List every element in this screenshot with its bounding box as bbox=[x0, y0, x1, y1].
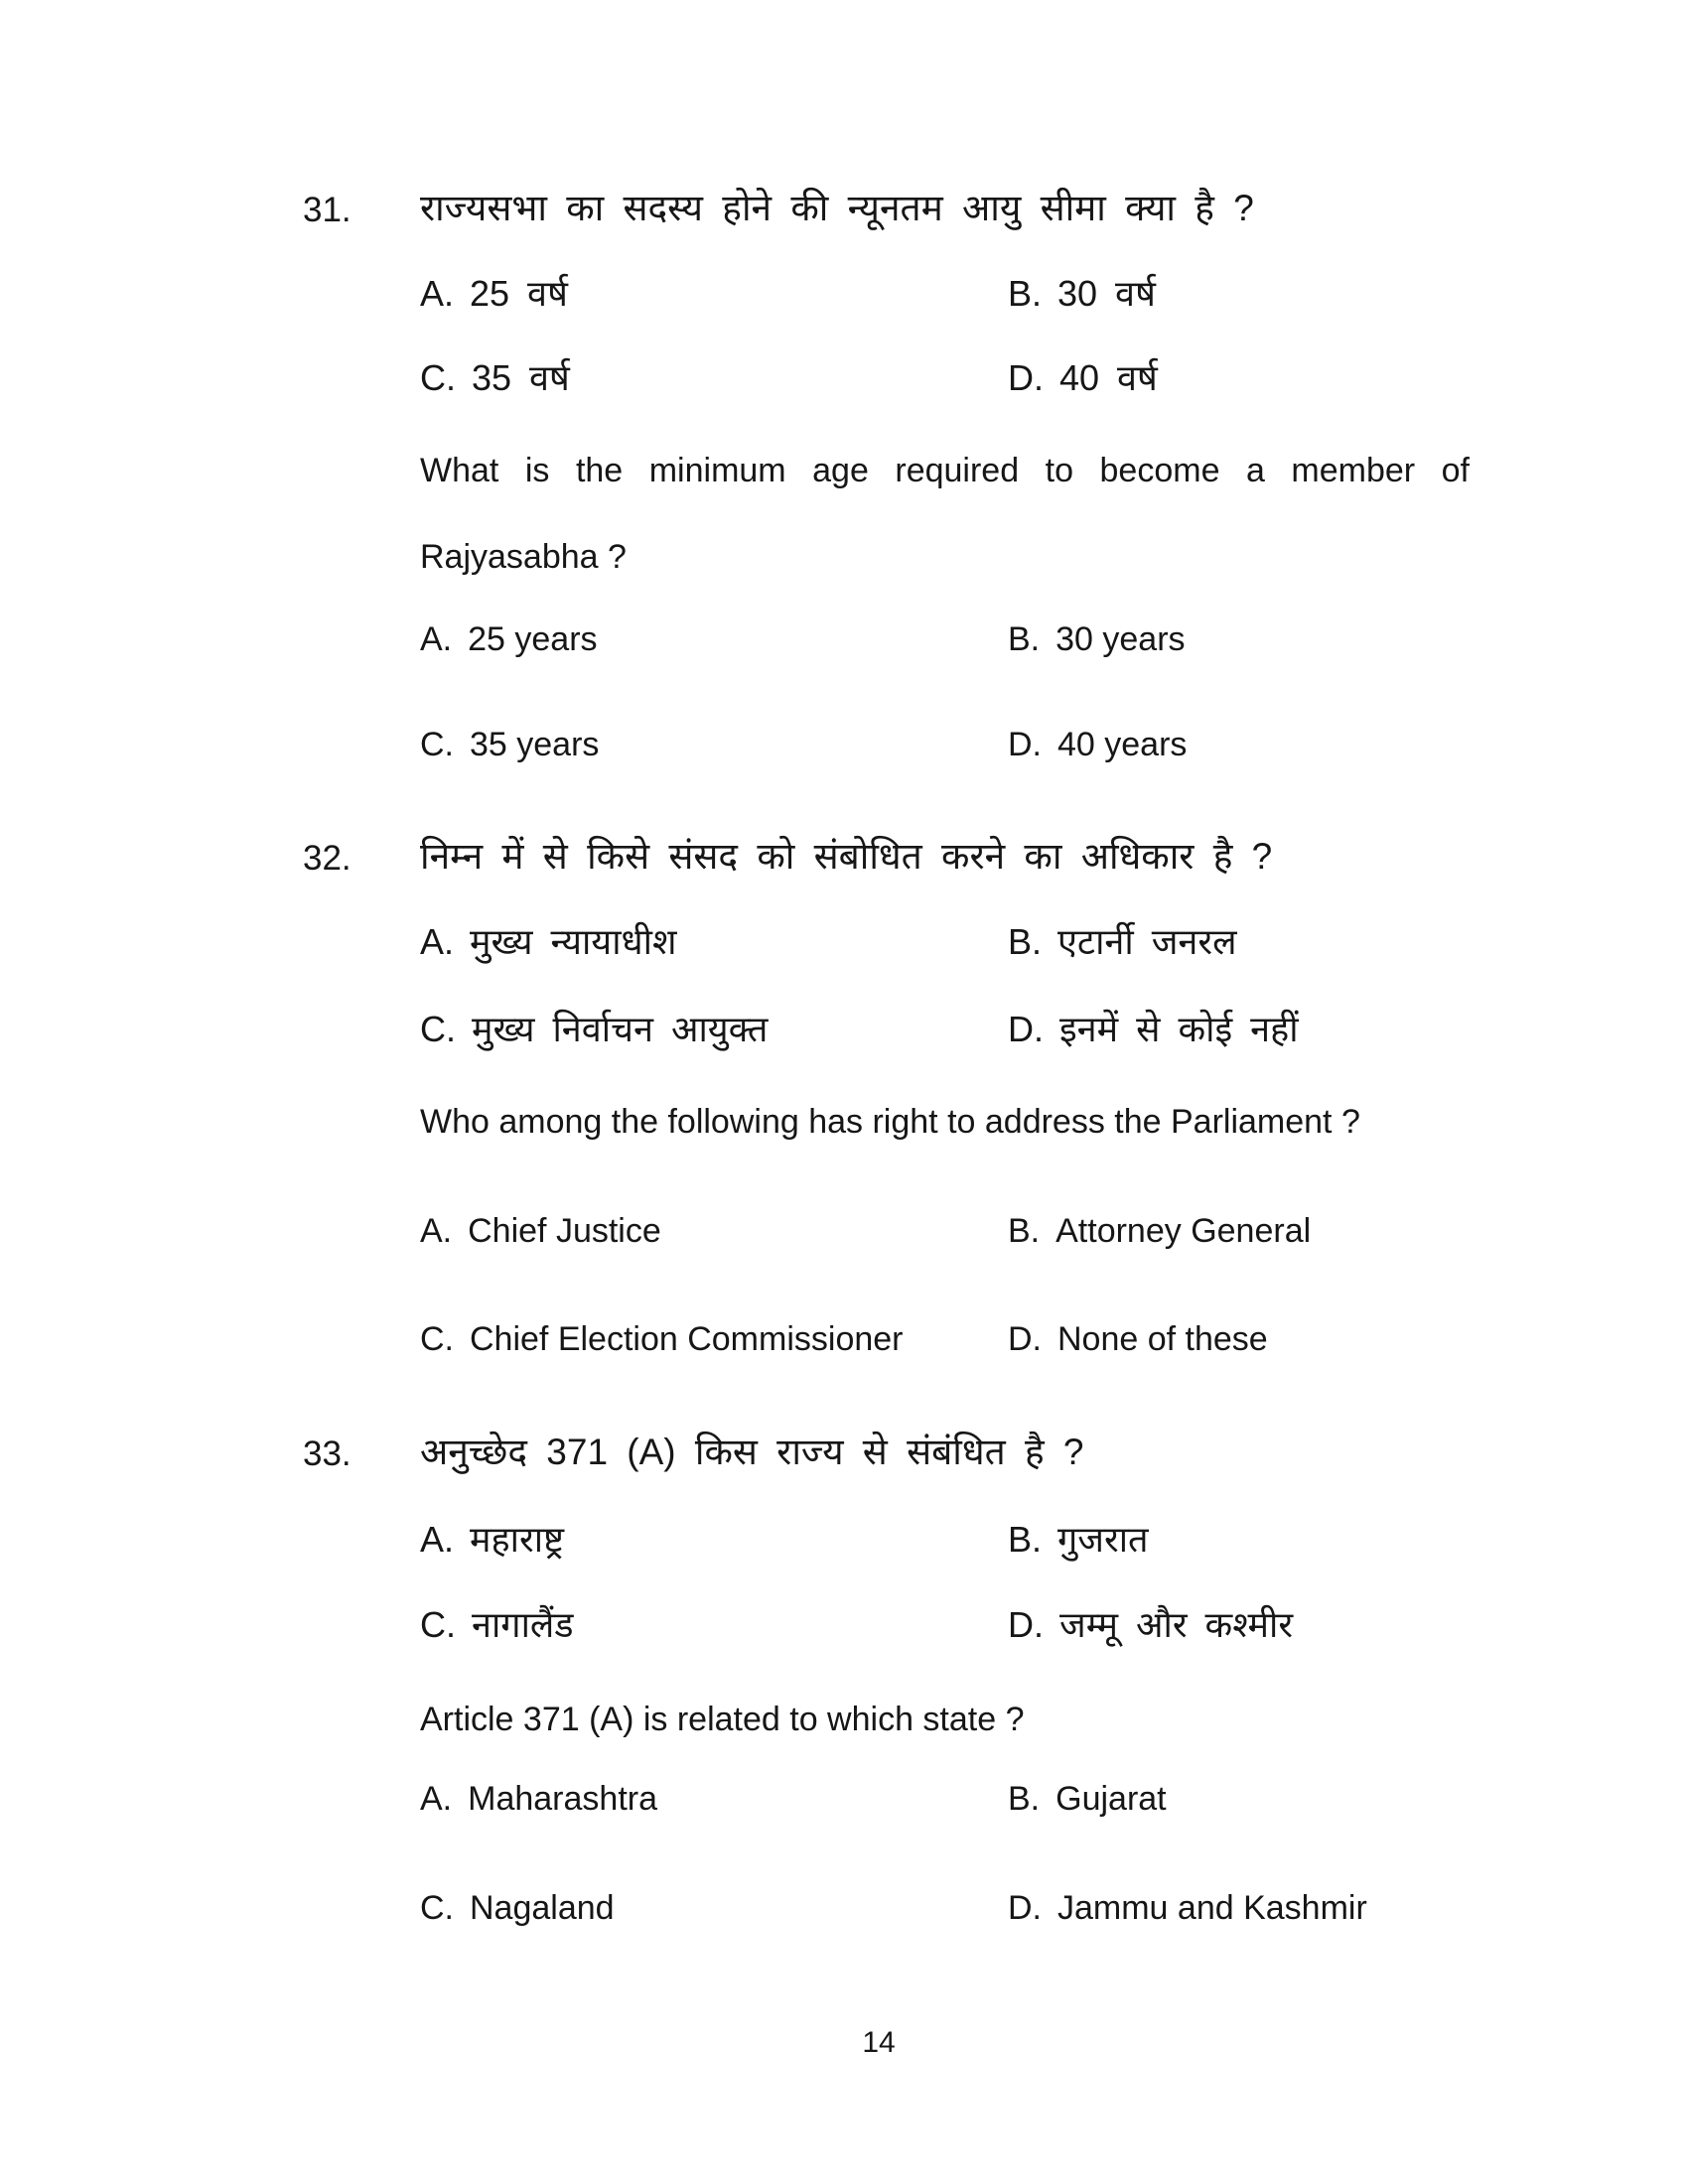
question-33-option-b-english bbox=[1008, 1777, 1487, 1823]
option-label: B. bbox=[1008, 273, 1043, 314]
option-text: महाराष्ट्र bbox=[470, 1519, 565, 1560]
option-text: एटार्नी जनरल bbox=[1057, 921, 1237, 962]
option-label: D. bbox=[1008, 1604, 1044, 1645]
question-32-option-c-hindi bbox=[420, 1006, 1008, 1054]
question-33-option-b-hindi bbox=[1008, 1516, 1487, 1565]
option-text: जम्मू और कश्मीर bbox=[1059, 1604, 1294, 1645]
question-31-text-hindi: राज्यसभा का सदस्य होने की न्यूनतम आयु सीमा क्या है ? bbox=[420, 188, 1254, 228]
question-32-option-a-hindi bbox=[420, 918, 1008, 967]
option-text: Chief Justice bbox=[468, 1212, 661, 1250]
option-text: मुख्य निर्वाचन आयुक्त bbox=[472, 1009, 769, 1049]
option-label: C. bbox=[420, 1320, 454, 1358]
question-31-option-b-hindi bbox=[1008, 270, 1487, 319]
question-33-english-options-row-1 bbox=[420, 1777, 1487, 1823]
option-label: D. bbox=[1008, 726, 1042, 763]
question-32-text-english: Who among the following has right to address the Parliament ? bbox=[420, 1103, 1360, 1141]
question-33-hindi-options-row-2 bbox=[420, 1601, 1487, 1650]
option-label: C. bbox=[420, 1604, 456, 1645]
question-32-hindi-options-row-1 bbox=[420, 918, 1487, 967]
option-text: Maharashtra bbox=[468, 1780, 657, 1818]
question-33-english-options-row-2 bbox=[420, 1886, 1487, 1932]
option-text: नागालैंड bbox=[472, 1604, 574, 1645]
question-32-hindi-options-row-2 bbox=[420, 1006, 1487, 1054]
option-text: None of these bbox=[1057, 1320, 1268, 1358]
question-33-text-hindi: अनुच्छेद 371 (A) किस राज्य से संबंधित है ? bbox=[420, 1432, 1084, 1472]
option-label: A. bbox=[420, 1780, 453, 1818]
question-32-option-c-english bbox=[420, 1317, 1008, 1363]
option-label: B. bbox=[1008, 1519, 1043, 1560]
option-text: 25 years bbox=[468, 620, 598, 658]
option-label: D. bbox=[1008, 1009, 1044, 1049]
question-31-hindi-options-row-2 bbox=[420, 354, 1487, 403]
question-32-text-hindi: निम्न में से किसे संसद को संबोधित करने का अधिकार है ? bbox=[420, 836, 1273, 877]
question-33-option-d-english bbox=[1008, 1886, 1487, 1932]
option-label: A. bbox=[420, 620, 453, 658]
option-text: इनमें से कोई नहीं bbox=[1059, 1009, 1299, 1049]
question-32-option-b-hindi bbox=[1008, 918, 1487, 967]
option-text: Jammu and Kashmir bbox=[1057, 1889, 1367, 1927]
question-33-option-c-hindi bbox=[420, 1601, 1008, 1650]
option-text: 30 वर्ष bbox=[1057, 273, 1156, 314]
question-31-option-a-english bbox=[420, 617, 1008, 663]
option-label: B. bbox=[1008, 620, 1041, 658]
option-label: B. bbox=[1008, 1780, 1041, 1818]
option-label: C. bbox=[420, 1889, 454, 1927]
question-32-option-a-english bbox=[420, 1209, 1008, 1255]
option-label: B. bbox=[1008, 1212, 1041, 1250]
option-text: Nagaland bbox=[470, 1889, 615, 1927]
option-label: C. bbox=[420, 726, 454, 763]
question-number-32: 32. bbox=[303, 839, 352, 878]
question-number-31: 31. bbox=[303, 191, 352, 229]
option-label: D. bbox=[1008, 357, 1044, 398]
question-31-option-c-hindi bbox=[420, 354, 1008, 403]
option-text: Gujarat bbox=[1055, 1780, 1167, 1818]
option-label: A. bbox=[420, 273, 455, 314]
option-text: 35 years bbox=[470, 726, 600, 763]
question-31-text-english-line2: Rajyasabha ? bbox=[420, 538, 627, 576]
question-31-option-d-english bbox=[1008, 723, 1487, 768]
question-32-english-options-row-1 bbox=[420, 1209, 1487, 1255]
option-text: 25 वर्ष bbox=[470, 273, 568, 314]
question-31-english-options-row-2 bbox=[420, 723, 1487, 768]
question-33-text-english: Article 371 (A) is related to which state ? bbox=[420, 1701, 1025, 1738]
question-33-option-a-hindi bbox=[420, 1516, 1008, 1565]
question-33-option-d-hindi bbox=[1008, 1601, 1487, 1650]
option-label: A. bbox=[420, 921, 455, 962]
option-label: D. bbox=[1008, 1320, 1042, 1358]
option-label: B. bbox=[1008, 921, 1043, 962]
question-31-option-b-english bbox=[1008, 617, 1487, 663]
option-text: Chief Election Commissioner bbox=[470, 1320, 904, 1358]
option-text: Attorney General bbox=[1055, 1212, 1312, 1250]
question-32-option-b-english bbox=[1008, 1209, 1487, 1255]
question-31-hindi-options-row-1 bbox=[420, 270, 1487, 319]
option-label: A. bbox=[420, 1519, 455, 1560]
option-label: C. bbox=[420, 357, 456, 398]
option-text: गुजरात bbox=[1057, 1519, 1149, 1560]
option-label: A. bbox=[420, 1212, 453, 1250]
question-31-english-options-row-1 bbox=[420, 617, 1487, 663]
question-33-hindi-options-row-1 bbox=[420, 1516, 1487, 1565]
question-31-text-english-line1: What is the minimum age required to become a member of bbox=[420, 452, 1470, 489]
option-text: मुख्य न्यायाधीश bbox=[470, 921, 677, 962]
option-label: C. bbox=[420, 1009, 456, 1049]
question-31-option-c-english bbox=[420, 723, 1008, 768]
option-label: D. bbox=[1008, 1889, 1042, 1927]
option-text: 30 years bbox=[1055, 620, 1186, 658]
option-text: 40 years bbox=[1057, 726, 1188, 763]
option-text: 35 वर्ष bbox=[472, 357, 570, 398]
question-32-option-d-hindi bbox=[1008, 1006, 1487, 1054]
question-31-option-a-hindi bbox=[420, 270, 1008, 319]
option-text: 40 वर्ष bbox=[1059, 357, 1158, 398]
question-33-option-a-english bbox=[420, 1777, 1008, 1823]
page-number: 14 bbox=[862, 2026, 896, 2059]
question-32-option-d-english bbox=[1008, 1317, 1487, 1363]
question-33-option-c-english bbox=[420, 1886, 1008, 1932]
question-number-33: 33. bbox=[303, 1434, 352, 1473]
question-31-option-d-hindi bbox=[1008, 354, 1487, 403]
question-32-english-options-row-2 bbox=[420, 1317, 1487, 1363]
